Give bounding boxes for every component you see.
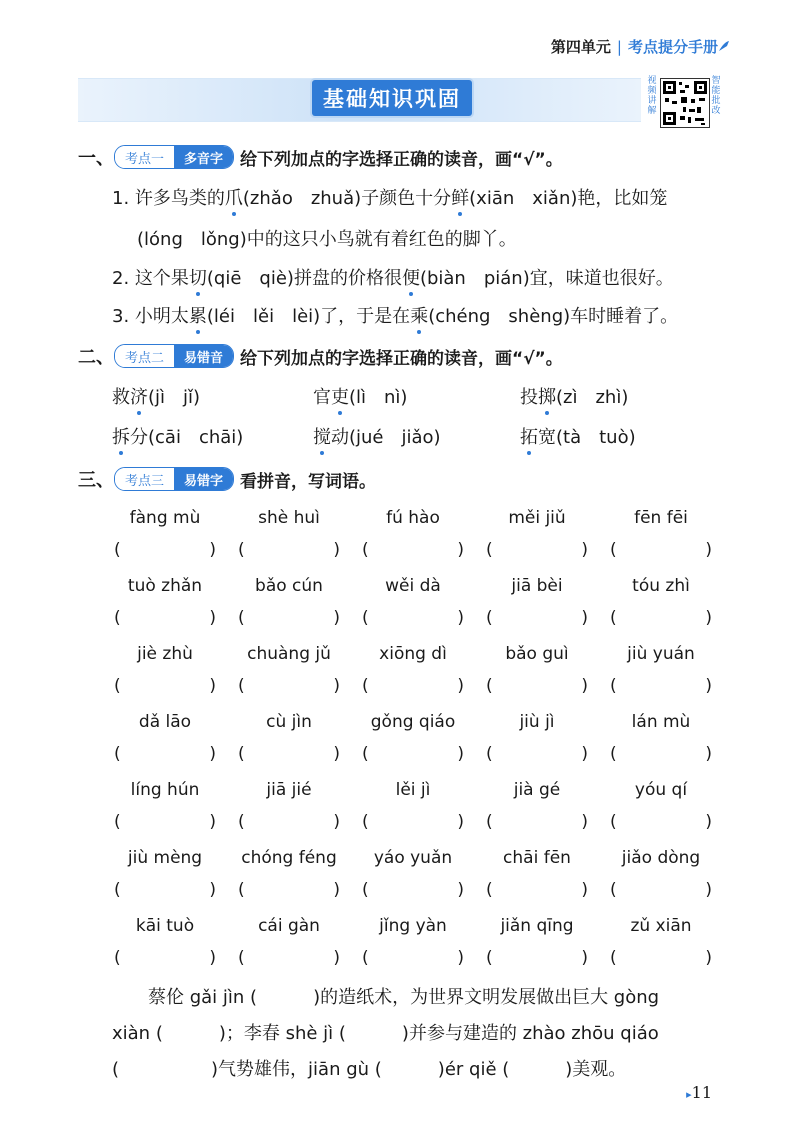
pinyin-item — [482, 913, 592, 973]
open-paren: ( — [486, 948, 493, 968]
close-paren: ) — [457, 540, 464, 560]
answer-box[interactable] — [606, 671, 716, 701]
text: 救 — [112, 387, 130, 408]
pinyin-text: bǎo cún — [255, 576, 323, 596]
pinyin-item — [358, 913, 468, 973]
pinyin-options: (tà tuò) — [556, 427, 636, 448]
close-paren: ) — [705, 880, 712, 900]
answer-box[interactable] — [482, 671, 592, 701]
text: (lóng lǒng)中的这只小鸟就有着红色的脚丫。 — [137, 229, 517, 250]
pinyin-item — [606, 913, 716, 973]
open-paren: ( — [362, 676, 369, 696]
pinyin-text: měi jiǔ — [508, 508, 566, 528]
pinyin-item — [606, 777, 716, 837]
close-paren: ) — [705, 540, 712, 560]
pinyin-text: jiù jì — [519, 712, 555, 732]
pinyin-text: jiǎo dòng — [621, 848, 701, 868]
question-line — [112, 302, 678, 328]
open-paren: ( — [114, 608, 121, 628]
paragraph-line — [148, 983, 659, 1009]
page-number-value: 11 — [691, 1083, 712, 1102]
open-paren: ( — [610, 676, 617, 696]
pinyin-options: (jì jǐ) — [148, 387, 201, 408]
answer-box[interactable] — [358, 875, 468, 905]
close-paren: ) — [457, 676, 464, 696]
dotted-char: 切 — [189, 264, 207, 290]
pinyin-item — [358, 845, 468, 905]
text: )；李春 shè jì ( — [218, 1023, 346, 1044]
dotted-char: 拆 — [112, 423, 130, 449]
qr-right-label: 智能批改 — [711, 76, 721, 116]
close-paren: ) — [581, 608, 588, 628]
pinyin-text: yóu qí — [634, 780, 688, 800]
pinyin-text: jiè zhù — [137, 644, 193, 664]
answer-box[interactable] — [358, 603, 468, 633]
text: 官 — [313, 387, 331, 408]
pinyin-item — [110, 845, 220, 905]
pinyin-item — [358, 573, 468, 633]
close-paren: ) — [209, 880, 216, 900]
pinyin-row — [110, 573, 712, 641]
close-paren: ) — [209, 676, 216, 696]
open-paren: ( — [238, 608, 245, 628]
word-item — [313, 423, 441, 449]
open-paren: ( — [362, 880, 369, 900]
pinyin-text: chóng féng — [241, 848, 337, 868]
answer-box[interactable] — [234, 943, 344, 973]
close-paren: ) — [333, 948, 340, 968]
open-paren: ( — [486, 540, 493, 560]
text: xiàn ( — [112, 1023, 163, 1044]
close-paren: ) — [333, 676, 340, 696]
close-paren: ) — [209, 608, 216, 628]
pinyin-item — [234, 913, 344, 973]
pinyin-text: jiù yuán — [627, 644, 695, 664]
pinyin-item — [482, 777, 592, 837]
pinyin-row — [110, 777, 712, 845]
open-paren: ( — [114, 540, 121, 560]
open-paren: ( — [486, 744, 493, 764]
pinyin-text: tóu zhì — [632, 576, 690, 596]
pinyin-item — [482, 573, 592, 633]
section-number: 二、 — [78, 347, 114, 368]
pinyin-item — [110, 777, 220, 837]
section-number: 一、 — [78, 148, 114, 169]
topic-tag — [114, 467, 234, 491]
pinyin-text: kāi tuò — [135, 916, 195, 936]
pinyin-text: fú hào — [386, 508, 440, 528]
answer-box[interactable] — [110, 739, 220, 769]
pinyin-row — [110, 505, 712, 573]
pinyin-grid — [110, 505, 712, 981]
tag-label: 考点一 — [115, 146, 174, 168]
answer-box[interactable] — [110, 535, 220, 565]
paragraph-line — [112, 1055, 626, 1081]
text: 投 — [520, 387, 538, 408]
text: (xiān xiǎn)艳，比如笼 — [469, 188, 668, 209]
answer-box[interactable] — [110, 943, 220, 973]
pinyin-item — [110, 913, 220, 973]
open-paren: ( — [114, 812, 121, 832]
pinyin-item — [110, 505, 220, 565]
answer-box[interactable] — [482, 875, 592, 905]
close-paren: ) — [581, 880, 588, 900]
question-line — [112, 264, 674, 290]
text: (chéng shèng)车时睡着了。 — [428, 306, 679, 327]
pinyin-text: shè huì — [258, 508, 320, 528]
pinyin-text: dǎ lāo — [138, 712, 192, 732]
open-paren: ( — [610, 880, 617, 900]
answer-box[interactable] — [358, 739, 468, 769]
question-line — [137, 225, 517, 251]
answer-box[interactable] — [234, 535, 344, 565]
close-paren: ) — [581, 744, 588, 764]
answer-box[interactable] — [234, 603, 344, 633]
text: )美观。 — [565, 1059, 627, 1080]
open-paren: ( — [362, 948, 369, 968]
close-paren: ) — [333, 880, 340, 900]
pinyin-row — [110, 845, 712, 913]
pinyin-item — [234, 641, 344, 701]
dotted-char: 乘 — [410, 302, 428, 328]
answer-box[interactable] — [110, 671, 220, 701]
pinyin-text: jǐng yàn — [379, 916, 447, 936]
word-item — [520, 383, 628, 409]
page-number — [686, 1083, 712, 1102]
section-1-heading — [78, 144, 563, 170]
close-paren: ) — [457, 880, 464, 900]
pinyin-item — [482, 709, 592, 769]
close-paren: ) — [457, 948, 464, 968]
open-paren: ( — [486, 812, 493, 832]
text: )ér qiě ( — [437, 1059, 510, 1080]
open-paren: ( — [362, 540, 369, 560]
pinyin-item — [482, 505, 592, 565]
answer-box[interactable] — [606, 875, 716, 905]
pinyin-item — [110, 641, 220, 701]
close-paren: ) — [457, 608, 464, 628]
pinyin-text: jiù mèng — [127, 848, 203, 868]
pinyin-item — [606, 641, 716, 701]
corner-arrow-icon — [718, 40, 730, 52]
topic-tag — [114, 145, 234, 169]
text: 宽 — [538, 427, 556, 448]
text: )气势雄伟，jiān gù ( — [211, 1059, 382, 1080]
answer-box[interactable] — [110, 875, 220, 905]
close-paren: ) — [705, 812, 712, 832]
pinyin-item — [234, 777, 344, 837]
tag-topic: 多音字 — [174, 146, 233, 168]
answer-box[interactable] — [482, 807, 592, 837]
topic-tag — [114, 344, 234, 368]
pinyin-item — [606, 709, 716, 769]
open-paren: ( — [238, 540, 245, 560]
pinyin-options: (cāi chāi) — [148, 427, 244, 448]
pinyin-row — [110, 913, 712, 981]
dotted-char: 累 — [189, 302, 207, 328]
open-paren: ( — [238, 744, 245, 764]
text: (qiē qiè)拼盘的价格很 — [206, 268, 402, 289]
pinyin-item — [358, 505, 468, 565]
unit-label: 第四单元 — [550, 38, 611, 56]
close-paren: ) — [209, 812, 216, 832]
tag-topic: 易错音 — [174, 345, 233, 367]
dotted-char: 济 — [130, 383, 148, 409]
pinyin-text: fēn fēi — [634, 508, 688, 528]
close-paren: ) — [333, 744, 340, 764]
open-paren: ( — [486, 676, 493, 696]
pinyin-text: jiā jié — [266, 780, 312, 800]
pinyin-options: (jué jiǎo) — [349, 427, 441, 448]
pinyin-text: jià gé — [513, 780, 561, 800]
text: (zhǎo zhuǎ)子颜色十分 — [242, 188, 452, 209]
text: 蔡伦 gǎi jìn ( — [148, 987, 258, 1008]
qr-left-label: 视频讲解 — [647, 76, 657, 116]
pinyin-text: cù jìn — [266, 712, 312, 732]
pinyin-text: tuò zhǎn — [127, 576, 203, 596]
pinyin-item — [234, 709, 344, 769]
pinyin-text: lěi jì — [395, 780, 431, 800]
pinyin-item — [234, 573, 344, 633]
answer-box[interactable] — [482, 943, 592, 973]
answer-box[interactable] — [606, 943, 716, 973]
book-title: 考点提分手册 — [627, 38, 718, 56]
dotted-char: 便 — [402, 264, 420, 290]
instruction: 给下列加点的字选择正确的读音，画“√”。 — [240, 149, 563, 170]
pinyin-options: (lì nì) — [349, 387, 408, 408]
pinyin-text: zǔ xiān — [630, 916, 692, 936]
open-paren: ( — [610, 812, 617, 832]
instruction: 看拼音，写词语。 — [240, 471, 377, 492]
section-number: 三、 — [78, 470, 114, 491]
close-paren: ) — [209, 744, 216, 764]
answer-box[interactable] — [234, 739, 344, 769]
pinyin-text: yáo yuǎn — [373, 848, 453, 868]
answer-box[interactable] — [482, 603, 592, 633]
open-paren: ( — [610, 540, 617, 560]
answer-box[interactable] — [358, 535, 468, 565]
dotted-char: 搅 — [313, 423, 331, 449]
tag-label: 考点二 — [115, 345, 174, 367]
pinyin-text: cái gàn — [258, 916, 320, 936]
answer-box[interactable] — [234, 875, 344, 905]
section-3-heading — [78, 466, 376, 492]
open-paren: ( — [238, 676, 245, 696]
section-2-heading — [78, 343, 563, 369]
question-line — [112, 184, 667, 210]
close-paren: ) — [705, 676, 712, 696]
close-paren: ) — [705, 948, 712, 968]
open-paren: ( — [238, 948, 245, 968]
close-paren: ) — [705, 744, 712, 764]
close-paren: ) — [581, 676, 588, 696]
answer-box[interactable] — [358, 671, 468, 701]
pinyin-item — [110, 573, 220, 633]
open-paren: ( — [610, 744, 617, 764]
pinyin-item — [234, 505, 344, 565]
word-item — [520, 423, 636, 449]
text: 3. 小明太 — [112, 306, 189, 327]
answer-box[interactable] — [110, 603, 220, 633]
page-header — [551, 36, 718, 57]
text: (léi lěi lèi)了，于是在 — [206, 306, 411, 327]
instruction: 给下列加点的字选择正确的读音，画“√”。 — [240, 348, 563, 369]
pinyin-text: jiā bèi — [511, 576, 563, 596]
pinyin-text: lán mù — [631, 712, 691, 732]
open-paren: ( — [238, 880, 245, 900]
pinyin-text: wěi dà — [385, 576, 441, 596]
open-paren: ( — [486, 880, 493, 900]
pinyin-item — [110, 709, 220, 769]
paragraph-line — [112, 1019, 659, 1045]
pinyin-item — [606, 505, 716, 565]
pinyin-text: xiōng dì — [379, 644, 447, 664]
pinyin-item — [234, 845, 344, 905]
open-paren: ( — [362, 744, 369, 764]
pinyin-item — [606, 573, 716, 633]
text: )并参与建造的 zhào zhōu qiáo — [401, 1023, 659, 1044]
open-paren: ( — [610, 948, 617, 968]
close-paren: ) — [333, 608, 340, 628]
open-paren: ( — [238, 812, 245, 832]
dotted-char: 爪 — [225, 184, 243, 210]
pinyin-item — [606, 845, 716, 905]
close-paren: ) — [457, 744, 464, 764]
text: (biàn pián)宜，味道也很好。 — [419, 268, 674, 289]
word-item — [112, 383, 200, 409]
close-paren: ) — [581, 948, 588, 968]
close-paren: ) — [333, 540, 340, 560]
open-paren: ( — [486, 608, 493, 628]
close-paren: ) — [209, 540, 216, 560]
text: ( — [112, 1059, 120, 1080]
pinyin-row — [110, 709, 712, 777]
pinyin-item — [482, 845, 592, 905]
close-paren: ) — [705, 608, 712, 628]
dotted-char: 吏 — [331, 383, 349, 409]
open-paren: ( — [114, 948, 121, 968]
close-paren: ) — [581, 540, 588, 560]
pinyin-item — [482, 641, 592, 701]
pinyin-text: bǎo guì — [505, 644, 569, 664]
close-paren: ) — [457, 812, 464, 832]
pinyin-text: fàng mù — [129, 508, 201, 528]
open-paren: ( — [362, 608, 369, 628]
qr-block — [646, 74, 722, 130]
word-item — [313, 383, 407, 409]
answer-box[interactable] — [482, 535, 592, 565]
pinyin-item — [358, 641, 468, 701]
dotted-char: 掷 — [538, 383, 556, 409]
answer-box[interactable] — [358, 943, 468, 973]
tag-label: 考点三 — [115, 468, 174, 490]
pinyin-text: líng hún — [130, 780, 200, 800]
answer-box[interactable] — [110, 807, 220, 837]
answer-box[interactable] — [234, 807, 344, 837]
pinyin-options: (zì zhì) — [556, 387, 629, 408]
pinyin-text: gǒng qiáo — [370, 712, 456, 732]
answer-box[interactable] — [234, 671, 344, 701]
pinyin-row — [110, 641, 712, 709]
text: )的造纸术，为世界文明发展做出巨大 gòng — [313, 987, 660, 1008]
answer-box[interactable] — [606, 535, 716, 565]
open-paren: ( — [114, 676, 121, 696]
pinyin-item — [358, 709, 468, 769]
text: 分 — [130, 427, 148, 448]
close-paren: ) — [333, 812, 340, 832]
answer-box[interactable] — [482, 739, 592, 769]
word-item — [112, 423, 243, 449]
page-marker-icon: ▸ — [686, 1088, 692, 1101]
pinyin-text: chuàng jǔ — [247, 644, 331, 664]
text: 1. 许多鸟类的 — [112, 188, 225, 209]
pinyin-text: chāi fēn — [503, 848, 571, 868]
dotted-char: 鲜 — [451, 184, 469, 210]
tag-topic: 易错字 — [174, 468, 233, 490]
dotted-char: 拓 — [520, 423, 538, 449]
close-paren: ) — [209, 948, 216, 968]
answer-box[interactable] — [358, 807, 468, 837]
header-separator: | — [616, 37, 622, 56]
text: 动 — [331, 427, 349, 448]
text: 2. 这个果 — [112, 268, 189, 289]
open-paren: ( — [114, 744, 121, 764]
pinyin-text: jiǎn qīng — [500, 916, 574, 936]
qr-code-icon[interactable] — [660, 78, 710, 128]
answer-box[interactable] — [606, 807, 716, 837]
open-paren: ( — [362, 812, 369, 832]
open-paren: ( — [610, 608, 617, 628]
banner-title: 基础知识巩固 — [312, 80, 472, 116]
close-paren: ) — [581, 812, 588, 832]
answer-box[interactable] — [606, 739, 716, 769]
pinyin-item — [358, 777, 468, 837]
answer-box[interactable] — [606, 603, 716, 633]
open-paren: ( — [114, 880, 121, 900]
